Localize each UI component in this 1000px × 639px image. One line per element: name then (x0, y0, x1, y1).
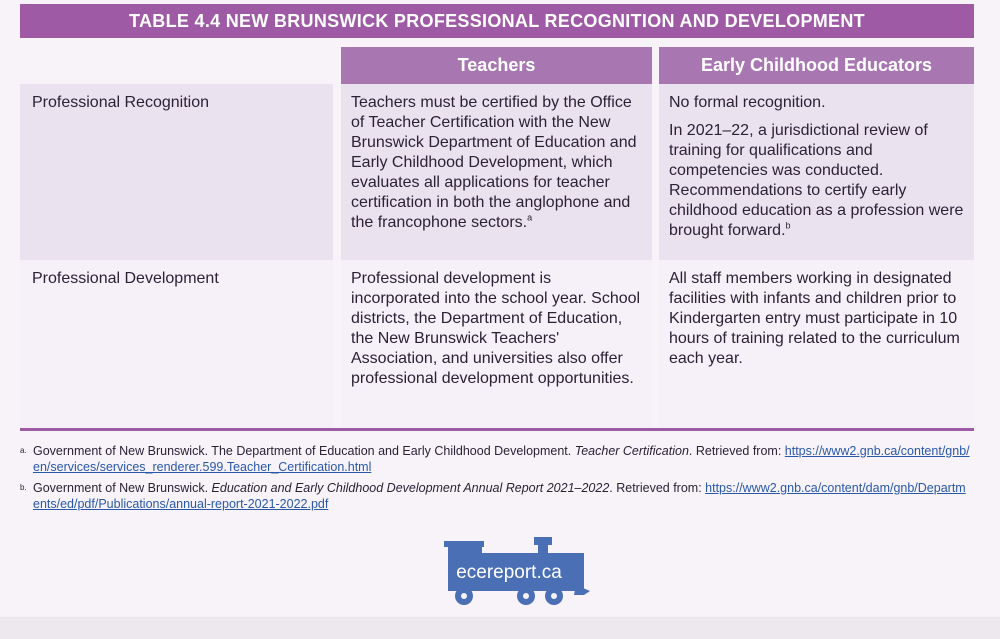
footnote-a (20, 443, 970, 475)
footnote-ref-a: a (527, 212, 533, 223)
column-header-teachers: Teachers (341, 47, 652, 84)
recognition-ece-p1: No formal recognition. (669, 94, 826, 111)
footnote-b (20, 480, 970, 512)
recognition-teachers-text: Teachers must be certified by the Office of Teacher Certification with the New Brunswick Department of Education and Early Childhood Development, which evaluates all applications for teacher certification in both the anglophone and the francophone sectors. (351, 94, 637, 231)
footnote-mark: b. (20, 483, 27, 492)
divider-rule (20, 428, 974, 431)
footnote-link[interactable]: https://www2.gnb.ca/content/dam/gnb/Departments/ed/pdf/Publications/annual-report-2021-2022.pdf (33, 481, 966, 511)
footnote-title: Education and Early Childhood Development Annual Report 2021–2022 (211, 481, 610, 495)
cell-development-ece: All staff members working in designated facilities with infants and children prior to Kindergarten entry must participate in 10 hours of training related to the curriculum each year. (659, 260, 974, 428)
footnote-text (33, 443, 970, 475)
column-header-ece: Early Childhood Educators (659, 47, 974, 84)
footnote-ref-b: b (785, 220, 791, 231)
logo-text: ecereport.ca (456, 562, 562, 583)
cell-development-teachers: Professional development is incorporated into the school year. School districts, the Department of Education, the New Brunswick Teachers' Association, and universities also offer professional development opportunities. (341, 260, 652, 428)
cell-recognition-ece (659, 84, 974, 260)
footnote-mark: a. (20, 446, 27, 455)
page-bottom-edge (0, 617, 1000, 639)
footnote-text (33, 480, 970, 512)
footnote-middle: . Retrieved from: (609, 481, 706, 495)
row-label-development: Professional Development (20, 260, 333, 428)
table-title: TABLE 4.4 NEW BRUNSWICK PROFESSIONAL RECOGNITION AND DEVELOPMENT (20, 4, 974, 38)
footnote-prefix: Government of New Brunswick. (33, 481, 212, 495)
row-label-recognition: Professional Recognition (20, 84, 333, 260)
footnote-title: Teacher Certification (574, 444, 689, 458)
recognition-ece-p2 (669, 121, 964, 241)
recognition-ece-p2-text: In 2021–22, a jurisdictional review of training for qualifications and competencies was conducted. Recommendations to certify early childhood education as a profession were brought forward. (669, 122, 964, 239)
footnote-prefix: Government of New Brunswick. The Department of Education and Early Childhood Development. (33, 444, 575, 458)
footnote-link[interactable]: https://www2.gnb.ca/content/gnb/en/services/services_renderer.599.Teacher_Certification.html (33, 444, 970, 474)
footnote-middle: . Retrieved from: (688, 444, 785, 458)
cell-recognition-teachers (341, 84, 652, 260)
